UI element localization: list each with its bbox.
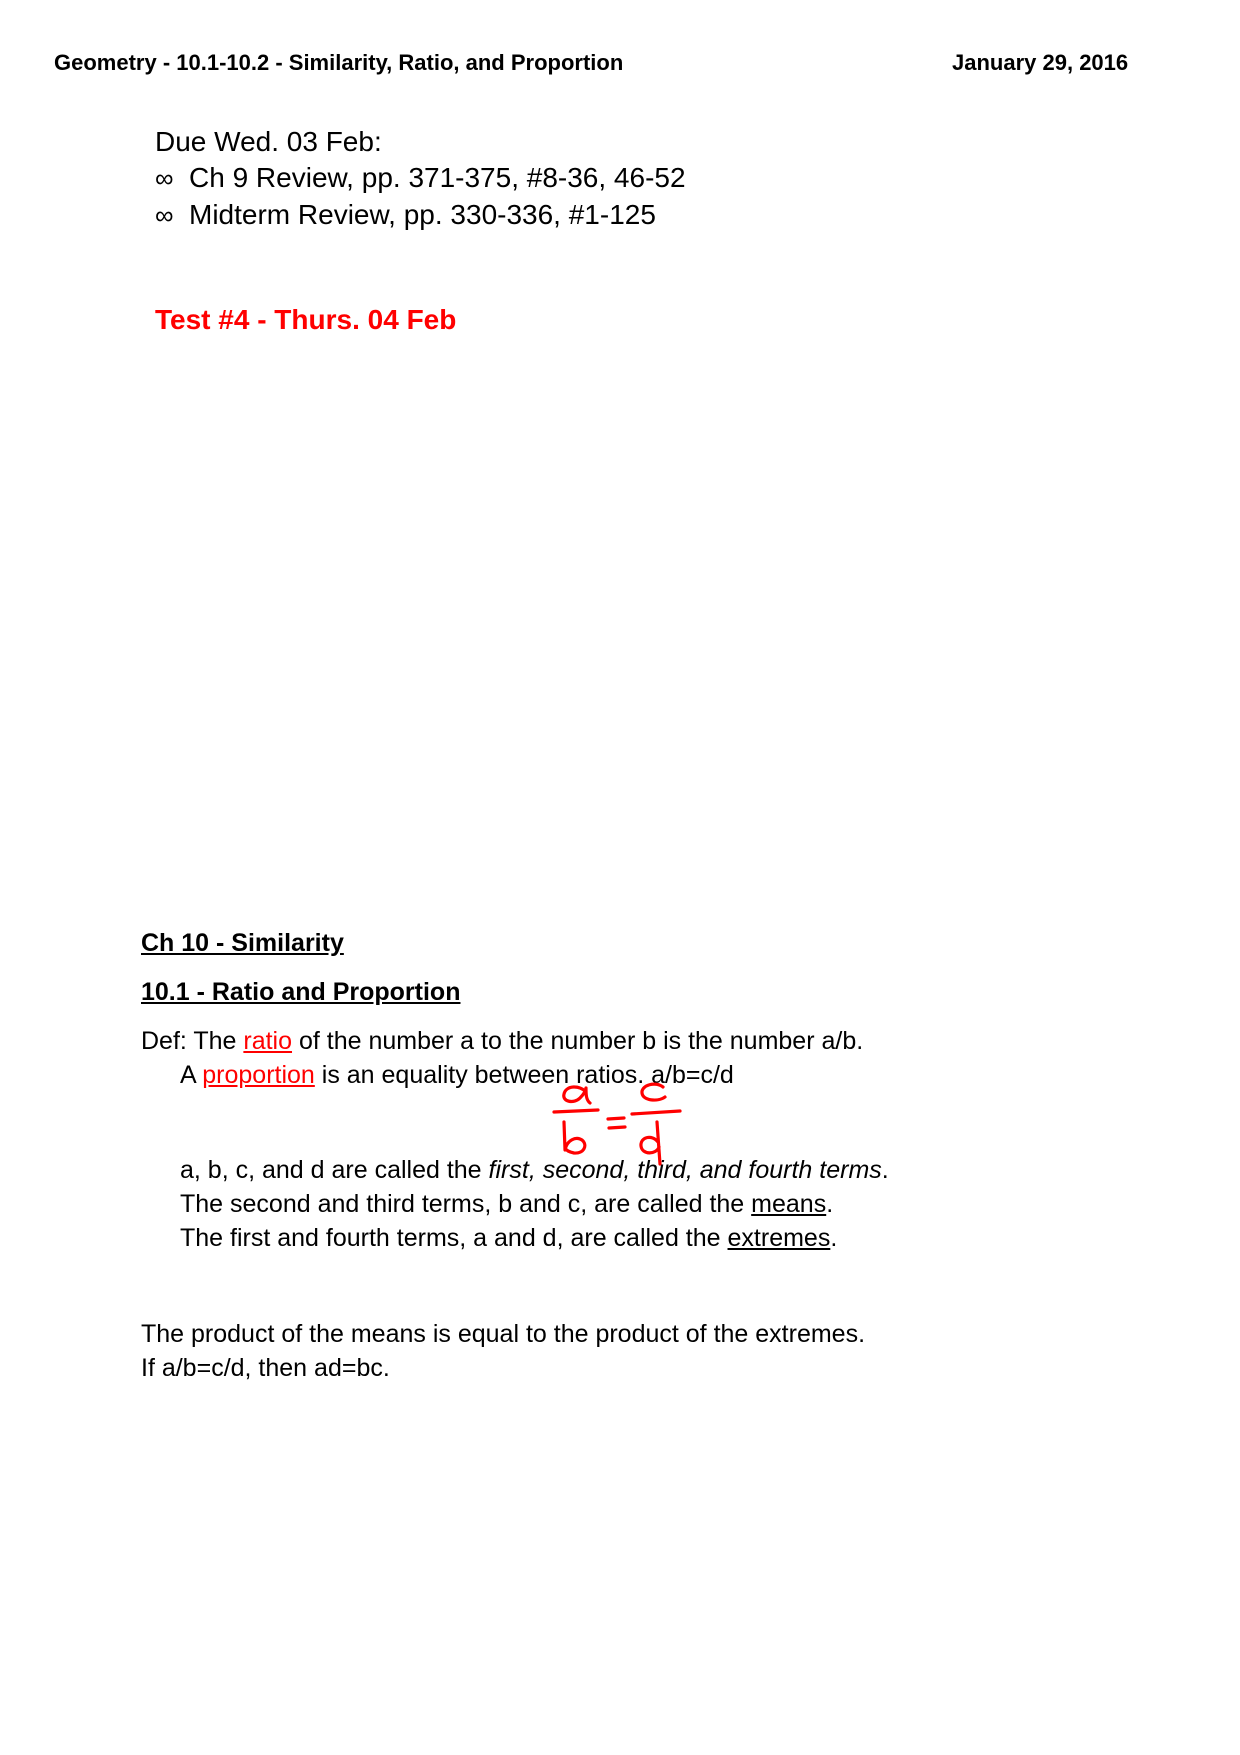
term-proportion: proportion: [202, 1061, 315, 1089]
handwritten-letter-c: [642, 1084, 665, 1100]
handwritten-letter-b: [564, 1122, 585, 1153]
terms-line-2: [180, 1190, 833, 1219]
term-extremes: extremes: [727, 1224, 831, 1252]
handwritten-equals-top: [608, 1118, 624, 1119]
due-item-2: [155, 199, 656, 231]
handwritten-letter-a: [564, 1087, 590, 1103]
terms-line-3: [180, 1224, 837, 1253]
handwritten-equals-bottom: [609, 1127, 625, 1128]
section-title: 10.1 - Ratio and Proportion: [141, 978, 461, 1006]
term-means: means: [751, 1190, 827, 1218]
terms-italic: first, second, third, and fourth terms: [488, 1156, 882, 1184]
due-item-text: Ch 9 Review, pp. 371-375, #8-36, 46-52: [189, 162, 686, 193]
handwritten-fraction-bar-right: [632, 1111, 680, 1114]
infinity-bullet-icon: ∞: [155, 163, 174, 193]
definition-ratio: [141, 1027, 863, 1056]
terms-text: .: [830, 1224, 838, 1252]
terms-text: .: [826, 1190, 834, 1218]
test-notice: Test #4 - Thurs. 04 Feb: [155, 304, 457, 335]
definition-text: of the number a to the number b is the number a/b.: [292, 1027, 864, 1055]
chapter-title: Ch 10 - Similarity: [141, 929, 344, 957]
page-header-date: January 29, 2016: [952, 50, 1129, 75]
page-header-title: Geometry - 10.1-10.2 - Similarity, Ratio, and Proportion: [54, 50, 624, 75]
terms-text: The second and third terms, b and c, are called the: [180, 1190, 752, 1218]
definition-text: is an equality between ratios. a/b=c/d: [314, 1061, 734, 1089]
handwritten-fraction-bar-left: [554, 1110, 598, 1112]
handwritten-proportion-drawing: [540, 1082, 700, 1166]
due-item-1: [155, 162, 686, 194]
property-line-1: The product of the means is equal to the product of the extremes.: [141, 1320, 866, 1348]
terms-text: a, b, c, and d are called the: [180, 1156, 489, 1184]
terms-text: .: [881, 1156, 889, 1184]
due-heading: Due Wed. 03 Feb:: [155, 126, 382, 157]
terms-line-1: [180, 1156, 889, 1185]
term-ratio: ratio: [243, 1027, 293, 1055]
property-line-2: If a/b=c/d, then ad=bc.: [141, 1354, 390, 1382]
infinity-bullet-icon: ∞: [155, 200, 174, 230]
definition-text: Def: The: [141, 1027, 244, 1055]
terms-text: The first and fourth terms, a and d, are called the: [180, 1224, 728, 1252]
due-item-text: Midterm Review, pp. 330-336, #1-125: [189, 199, 656, 230]
definition-text: A: [180, 1061, 203, 1089]
